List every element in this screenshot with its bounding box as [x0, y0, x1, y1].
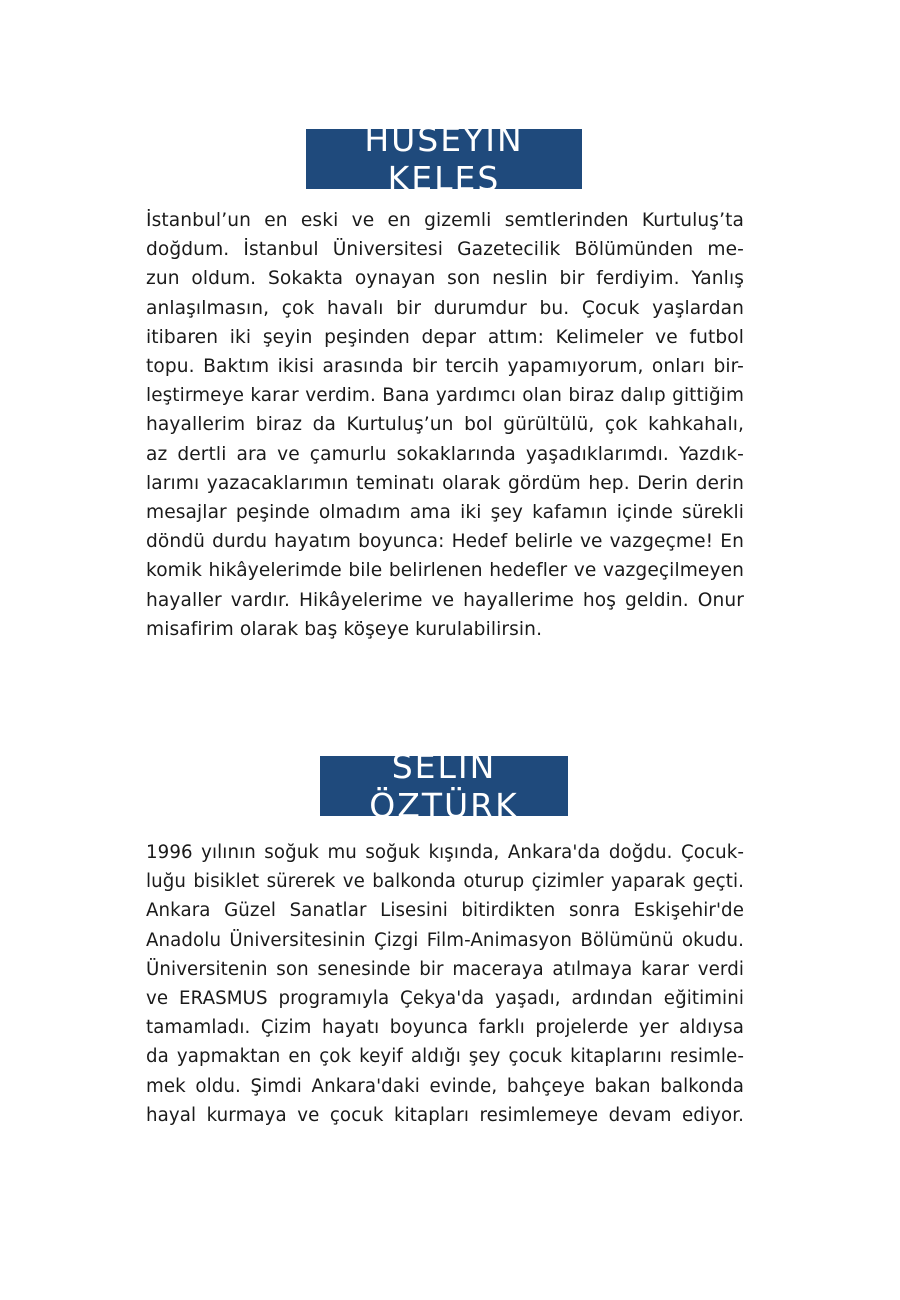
bio-line: mek oldu. Şimdi Ankara'daki evinde, bahçeye bakan balkonda: [146, 1075, 744, 1097]
bio-line: Üniversitenin son senesinde bir maceraya atılmaya karar verdi: [146, 958, 744, 980]
bio-line: İstanbul’un en eski ve en gizemli semtlerinden Kurtuluş’ta: [146, 210, 744, 231]
author-name-banner: [306, 120, 582, 198]
bio-line: luğu bisiklet sürerek ve balkonda oturup çizimler yaparak geçti.: [146, 871, 744, 893]
author-name-banner: [320, 747, 568, 825]
bio-line: hayallerim biraz da Kurtuluş’un bol gürültülü, çok kahkahalı,: [146, 414, 744, 436]
author-biography: [146, 206, 744, 644]
bio-line: hayaller vardır. Hikâyelerime ve hayallerime hoş geldin. Onur: [146, 589, 744, 611]
bio-line: doğdum. İstanbul Üniversitesi Gazetecilik Bölümünden me-: [146, 239, 744, 261]
bio-line: topu. Baktım ikisi arasında bir tercih yapamıyorum, onları bir-: [146, 356, 744, 378]
bio-line: mesajlar peşinde olmadım ama iki şey kafamın içinde sürekli: [146, 502, 744, 524]
bio-line: larımı yazacaklarımın teminatı olarak gördüm hep. Derin derin: [146, 472, 744, 494]
bio-line: komik hikâyelerimde bile belirlenen hedefler ve vazgeçilmeyen: [146, 560, 744, 582]
bio-line: anlaşılmasın, çok havalı bir durumdur bu. Çocuk yaşlardan: [146, 297, 744, 319]
bio-line: Anadolu Üniversitesinin Çizgi Film-Animasyon Bölümünü okudu.: [146, 929, 744, 951]
bio-line: misafirim olarak baş köşeye kurulabilirsin.: [146, 618, 543, 640]
bio-line: leştirmeye karar verdim. Bana yardımcı olan biraz dalıp gittiğim: [146, 385, 744, 407]
bio-line: 1996 yılının soğuk mu soğuk kışında, Ankara'da doğdu. Çocuk-: [146, 842, 744, 863]
bio-line: Ankara Güzel Sanatlar Lisesini bitirdikten sonra Eskişehir'de: [146, 900, 744, 922]
author-name: SELİN ÖZTÜRK: [369, 747, 519, 825]
bio-line: döndü durdu hayatım boyunca: Hedef belirle ve vazgeçme! En: [146, 531, 744, 553]
author-name: HÜSEYİN KELEŞ: [364, 120, 524, 198]
bio-line: ve ERASMUS programıyla Çekya'da yaşadı, ardından eğitimini: [146, 988, 744, 1010]
bio-line: zun oldum. Sokakta oynayan son neslin bir ferdiyim. Yanlış: [146, 268, 744, 290]
author-biography: [146, 838, 744, 1130]
bio-line: az dertli ara ve çamurlu sokaklarında yaşadıklarımdı. Yazdık-: [146, 443, 744, 465]
bio-line: itibaren iki şeyin peşinden depar attım: Kelimeler ve futbol: [146, 326, 744, 348]
bio-line: hayal kurmaya ve çocuk kitapları resimlemeye devam ediyor.: [146, 1104, 744, 1126]
bio-line: da yapmaktan en çok keyif aldığı şey çocuk kitaplarını resimle-: [146, 1046, 744, 1068]
bio-line: tamamladı. Çizim hayatı boyunca farklı projelerde yer aldıysa: [146, 1017, 744, 1039]
